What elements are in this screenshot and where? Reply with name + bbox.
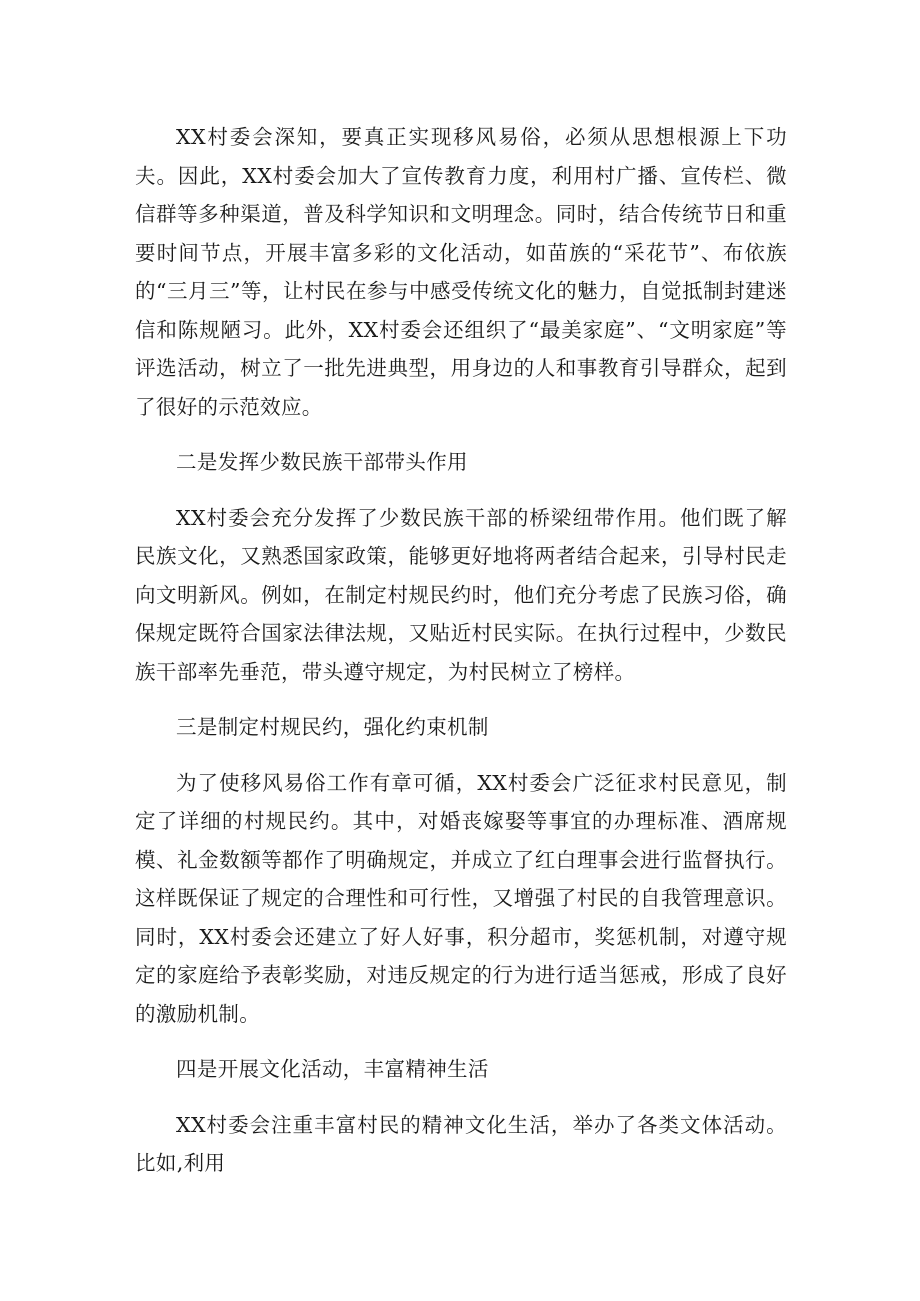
section-heading: 三是制定村规民约，强化约束机制 — [176, 715, 489, 739]
body-paragraph: XX村委会注重丰富村民的精神文化生活，举办了各类文体活动。比如,利用 — [135, 1112, 787, 1175]
body-paragraph: XX村委会深知，要真正实现移风易俗，必须从思想根源上下功夫。因此，XX村委会加大了宣传教育力度，利用村广播、宣传栏、微信群等多种渠道，普及科学知识和文明理念。同时，结合传统节日和重要时间节点，开展丰富多彩的文化活动，如苗族的“采花节”、布依族的“三月三”等，让村民在参与中感受传统文化的魅力，自觉抵制封建迷信和陈规陋习。此外，XX村委会还组织了“最美家庭”、“文明家庭”等评选活动，树立了一批先进典型，用身边的人和事教育引导群众，起到了很好的示范效应。 — [135, 125, 787, 419]
section-heading: 四是开展文化活动，丰富精神生活 — [176, 1057, 489, 1081]
body-paragraph: XX村委会充分发挥了少数民族干部的桥梁纽带作用。他们既了解民族文化，又熟悉国家政策，能够更好地将两者结合起来，引导村民走向文明新风。例如，在制定村规民约时，他们充分考虑了民族习俗，确保规定既符合国家法律法规，又贴近村民实际。在执行过程中，少数民族干部率先垂范，带头遵守规定，为村民树立了榜样。 — [135, 505, 787, 684]
section-heading: 二是发挥少数民族干部带头作用 — [176, 450, 468, 474]
body-paragraph: 为了使移风易俗工作有章可循，XX村委会广泛征求村民意见，制定了详细的村规民约。其中，对婚丧嫁娶等事宜的办理标准、酒席规模、礼金数额等都作了明确规定，并成立了红白理事会进行监督执行。这样既保证了规定的合理性和可行性，又增强了村民的自我管理意识。同时，XX村委会还建立了好人好事，积分超市，奖惩机制，对遵守规定的家庭给予表彰奖励，对违反规定的行为进行适当惩戒，形成了良好的激励机制。 — [135, 770, 787, 1026]
